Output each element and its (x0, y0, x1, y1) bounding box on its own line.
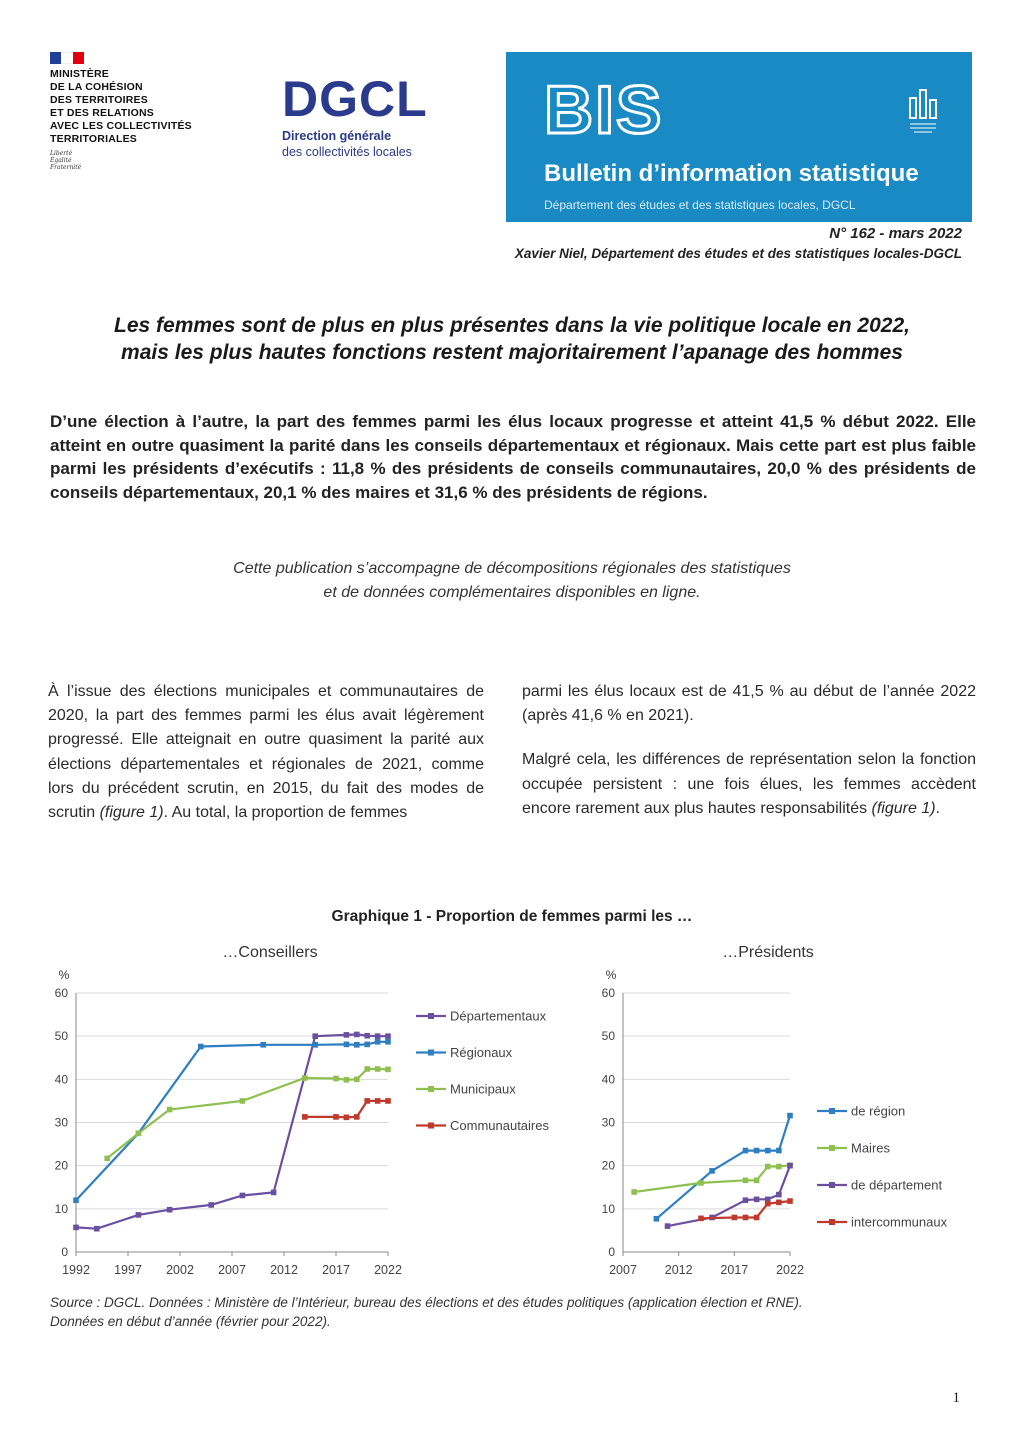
figure-reference: (figure 1) (871, 799, 936, 817)
y-tick-label: 60 (601, 986, 615, 1000)
data-point (631, 1189, 637, 1195)
data-point (743, 1148, 749, 1154)
data-point (665, 1223, 671, 1229)
abstract: D’une élection à l’autre, la part des femmes parmi les élus locaux progresse et atteint 41,5 % début 2022. Elle atteint en outre quasiment la parité dans les conseils départementaux et régionaux. Mais cette part est plus faible parmi les présidents d’exécutifs : 11,8 % des présidents de conseils communautaires, 20,0 % des présidents de conseils départementaux, 20,1 % des maires et 31,6 % des présidents de régions. (50, 412, 976, 502)
legend-marker (428, 1123, 434, 1129)
x-tick-label: 1992 (62, 1263, 90, 1277)
series-line (76, 1034, 388, 1228)
data-point (73, 1225, 79, 1231)
data-point (354, 1077, 360, 1083)
ministry-line: DES TERRITOIRES (50, 94, 148, 106)
data-point (333, 1076, 339, 1082)
data-point (240, 1193, 246, 1199)
data-point (354, 1032, 360, 1038)
legend-label: Municipaux (450, 1081, 516, 1097)
y-tick-label: 10 (601, 1201, 615, 1216)
data-point (364, 1098, 370, 1104)
body-column-right (522, 680, 976, 821)
body-paragraph (522, 748, 976, 821)
note-line: et de données complémentaires disponibles en ligne. (323, 584, 701, 601)
data-point (654, 1216, 660, 1222)
x-tick-label: 1997 (114, 1263, 142, 1277)
chart-presidents-svg (585, 935, 985, 1285)
data-point (375, 1098, 381, 1104)
legend-label: Communautaires (450, 1118, 549, 1133)
dgcl-subtitle-line: Direction générale (282, 129, 392, 143)
y-tick-label: 40 (601, 1072, 615, 1087)
data-point (375, 1066, 381, 1072)
legend-label: Maires (851, 1140, 891, 1156)
dgcl-subtitle (282, 128, 472, 160)
data-point (754, 1197, 760, 1203)
data-point (385, 1098, 391, 1104)
x-tick-label: 2012 (270, 1263, 298, 1277)
data-point (354, 1114, 360, 1120)
legend-marker (428, 1013, 434, 1019)
data-point (743, 1197, 749, 1203)
author: Xavier Niel, Département des études et des statistiques locales-DGCL (514, 246, 962, 261)
data-point (754, 1215, 760, 1221)
data-point (208, 1202, 214, 1208)
data-point (344, 1077, 350, 1083)
data-point (754, 1178, 760, 1184)
data-point (302, 1075, 308, 1081)
data-point (776, 1200, 782, 1206)
series-line (76, 1042, 388, 1200)
source-line: Données en début d’année (février pour 2022). (50, 1314, 331, 1329)
data-point (260, 1042, 266, 1048)
figure-reference: (figure 1) (99, 804, 164, 822)
chart-subtitle: …Conseillers (222, 944, 318, 961)
bis-department: Département des études et des statistiques locales, DGCL (544, 198, 856, 212)
data-point (333, 1114, 339, 1120)
data-point (754, 1148, 760, 1154)
body-text: . Au total, la proportion de femmes (163, 804, 408, 822)
y-tick-label: 40 (54, 1072, 68, 1087)
data-point (104, 1156, 110, 1162)
data-point (344, 1115, 350, 1121)
y-tick-label: 10 (54, 1201, 68, 1216)
y-tick-label: 30 (54, 1115, 68, 1130)
data-point (765, 1164, 771, 1170)
title-line: mais les plus hautes fonctions restent majoritairement l’apanage des hommes (121, 341, 903, 364)
data-point (364, 1066, 370, 1072)
data-point (136, 1212, 142, 1218)
figure-title: Graphique 1 - Proportion de femmes parmi les … (331, 908, 693, 925)
y-tick-label: 0 (61, 1245, 68, 1259)
x-tick-label: 2007 (609, 1263, 637, 1277)
data-point (354, 1042, 360, 1048)
issue-info (515, 224, 962, 264)
x-tick-label: 2012 (664, 1263, 693, 1277)
legend-label: intercommunaux (851, 1214, 948, 1230)
dgcl-subtitle-line: des collectivités locales (282, 145, 412, 159)
page-title (50, 312, 974, 366)
data-point (167, 1107, 173, 1113)
data-point (312, 1033, 318, 1039)
data-point (776, 1192, 782, 1198)
y-tick-label: 50 (54, 1029, 68, 1044)
data-point (385, 1033, 391, 1039)
data-point (94, 1226, 100, 1232)
data-point (787, 1163, 793, 1169)
chart-conseillers (40, 935, 580, 1285)
data-point (375, 1039, 381, 1045)
y-axis-unit: % (605, 968, 617, 982)
data-point (732, 1215, 738, 1221)
x-tick-label: 2007 (218, 1263, 246, 1277)
ministry-line: TERRITORIALES (50, 133, 137, 145)
data-point (743, 1178, 749, 1184)
data-point (136, 1130, 142, 1136)
note-line: Cette publication s’accompagne de décompositions régionales des statistiques (233, 560, 791, 577)
data-point (344, 1032, 350, 1038)
publication-note (50, 557, 974, 605)
ministry-line: AVEC LES COLLECTIVITÉS (50, 120, 192, 132)
chart-conseillers-svg (40, 935, 580, 1285)
x-tick-label: 2022 (776, 1263, 804, 1277)
data-point (709, 1168, 715, 1174)
y-tick-label: 30 (601, 1115, 615, 1130)
chart-presidents (585, 935, 985, 1285)
page-number: 1 (952, 1390, 960, 1406)
x-tick-label: 2002 (166, 1263, 194, 1277)
y-tick-label: 60 (54, 986, 68, 1000)
y-axis-unit: % (58, 968, 70, 982)
data-point (73, 1197, 79, 1203)
data-point (385, 1067, 391, 1073)
y-tick-label: 20 (601, 1158, 615, 1173)
data-point (743, 1215, 749, 1221)
data-point (385, 1039, 391, 1045)
legend-label: de département (851, 1177, 943, 1193)
ministry-line: MINISTÈRE (50, 68, 109, 80)
body-paragraph (48, 680, 484, 825)
legend-marker (829, 1219, 835, 1225)
legend-label: Régionaux (450, 1045, 513, 1060)
data-point (765, 1148, 771, 1154)
legend-label: Départementaux (450, 1008, 547, 1024)
ministry-name (50, 68, 240, 146)
motto-line: Fraternité (50, 164, 82, 171)
data-point (364, 1042, 370, 1048)
body-paragraph: parmi les élus locaux est de 41,5 % au début de l’année 2022 (après 41,6 % en 2021). (522, 683, 976, 725)
issue-number: N° 162 - mars 2022 (829, 225, 962, 242)
legend-marker (829, 1182, 835, 1188)
body-column-left (48, 680, 484, 825)
x-tick-label: 2017 (720, 1263, 749, 1277)
data-point (375, 1033, 381, 1039)
ministry-line: ET DES RELATIONS (50, 107, 154, 119)
title-line: Les femmes sont de plus en plus présentes dans la vie politique locale en 2022, (114, 314, 910, 337)
body-text: À l’issue des élections municipales et communautaires de 2020, la part des femmes parmi les élus avait légèrement progressé. Elle atteignait en outre quasiment la parité aux élections départementales et régionales de 2021, comme lors du précédent scrutin, en 2015, du fait des modes de scrutin (48, 683, 484, 822)
bis-wordmark: BIS (544, 72, 664, 148)
data-point (364, 1033, 370, 1039)
legend-marker (428, 1086, 434, 1092)
french-flag-icon (50, 52, 84, 64)
ministry-logo (50, 52, 240, 171)
data-point (271, 1190, 277, 1196)
dgcl-wordmark: DGCL (282, 71, 428, 127)
data-point (312, 1042, 318, 1048)
data-point (698, 1180, 704, 1186)
y-tick-label: 0 (608, 1245, 615, 1259)
data-point (787, 1198, 793, 1204)
figure-source (50, 1293, 990, 1331)
motto-line: Liberté (50, 150, 73, 157)
data-point (344, 1042, 350, 1048)
motto-line: Égalité (50, 157, 72, 164)
bis-title: Bulletin d’information statistique (544, 160, 919, 187)
dgcl-logo (282, 71, 472, 160)
data-point (698, 1216, 704, 1222)
data-point (765, 1201, 771, 1207)
data-point (787, 1113, 793, 1119)
source-line: Source : DGCL. Données : Ministère de l’Intérieur, bureau des élections et des études politiques (application élection et RNE). (50, 1295, 803, 1310)
data-point (240, 1098, 246, 1104)
ministry-line: DE LA COHÉSION (50, 81, 143, 93)
statistics-institution-icon (908, 86, 938, 136)
legend-label: de région (851, 1103, 906, 1119)
body-text: . (935, 799, 941, 817)
legend-marker (829, 1108, 835, 1114)
x-tick-label: 2022 (374, 1263, 402, 1277)
y-tick-label: 50 (601, 1029, 615, 1044)
data-point (167, 1207, 173, 1213)
data-point (776, 1164, 782, 1170)
x-tick-label: 2017 (322, 1263, 350, 1277)
legend-marker (428, 1050, 434, 1056)
legend-marker (829, 1145, 835, 1151)
y-tick-label: 20 (54, 1158, 68, 1173)
republic-motto (50, 150, 240, 171)
chart-subtitle: …Présidents (722, 944, 814, 961)
data-point (302, 1114, 308, 1120)
bis-banner (506, 52, 972, 222)
data-point (198, 1044, 204, 1050)
data-point (776, 1148, 782, 1154)
body-text: Malgré cela, les différences de représentation selon la fonction occupée persistent : une fois élues, les femmes accèdent encore rarement aux plus hautes responsabilités (522, 751, 976, 817)
